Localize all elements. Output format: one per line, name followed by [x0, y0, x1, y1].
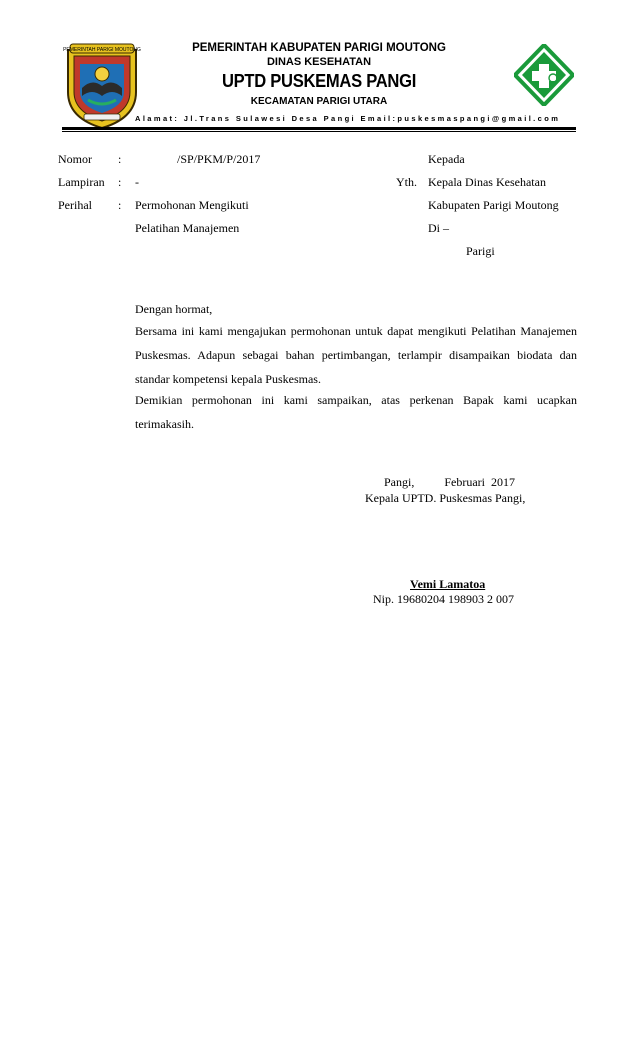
perihal-value-line2: Pelatihan Manajemen: [135, 221, 240, 235]
recipient-line1: Kepala Dinas Kesehatan: [428, 175, 546, 189]
nomor-colon: :: [118, 152, 122, 166]
recipient-line3: Di –: [428, 221, 449, 235]
letterhead-district: KECAMATAN PARIGI UTARA: [250, 96, 388, 107]
letterhead-government: PEMERINTAH KABUPATEN PARIGI MOUTONG: [192, 42, 446, 54]
letterhead-rule-thick: [62, 127, 576, 130]
signature-name: Vemi Lamatoa: [410, 577, 486, 591]
letterhead-unit: UPTD PUSKEMAS PANGI: [221, 71, 417, 91]
perihal-value-line1: Permohonan Mengikuti: [135, 198, 249, 212]
recipient-yth: Yth.: [396, 175, 417, 189]
nomor-value: /SP/PKM/P/2017: [177, 152, 261, 166]
greeting: Dengan hormat,: [135, 302, 213, 316]
letterhead-address: Alamat: Jl.Trans Sulawesi Desa Pangi Email:puskesmaspangi@gmail.com: [135, 114, 561, 123]
signature-position: Kepala UPTD. Puskesmas Pangi,: [365, 491, 526, 505]
nomor-label: Nomor: [58, 152, 92, 166]
left-logo-band-text: PEMERINTAH PARIGI MOUTONG: [63, 47, 141, 53]
lampiran-value: -: [135, 175, 139, 189]
letterhead-rule-thin: [62, 131, 576, 132]
body-paragraph-2: Demikian permohonan ini kami sampaikan, atas perkenan Bapak kami ucapkan terimakasih.: [135, 393, 577, 431]
perihal-label: Perihal: [58, 198, 92, 212]
letterhead-department: DINAS KESEHATAN: [266, 56, 372, 68]
signature-place-date: Pangi, Februari 2017: [384, 475, 515, 489]
lampiran-label: Lampiran: [58, 175, 105, 189]
body-paragraph-1: Bersama ini kami mengajukan permohonan untuk dapat mengikuti Pelatihan Manajemen Puskesmas. Adapun sebagai bahan pertimbangan, terlampir disampaikan biodata dan standar kompetensi kepala Puskesmas.: [135, 324, 577, 386]
recipient-line2: Kabupaten Parigi Moutong: [428, 198, 559, 212]
recipient-city: Parigi: [466, 244, 495, 258]
recipient-kepada: Kepada: [428, 152, 465, 166]
perihal-colon: :: [118, 198, 122, 212]
lampiran-colon: :: [118, 175, 122, 189]
signature-nip: Nip. 19680204 198903 2 007: [373, 592, 514, 606]
